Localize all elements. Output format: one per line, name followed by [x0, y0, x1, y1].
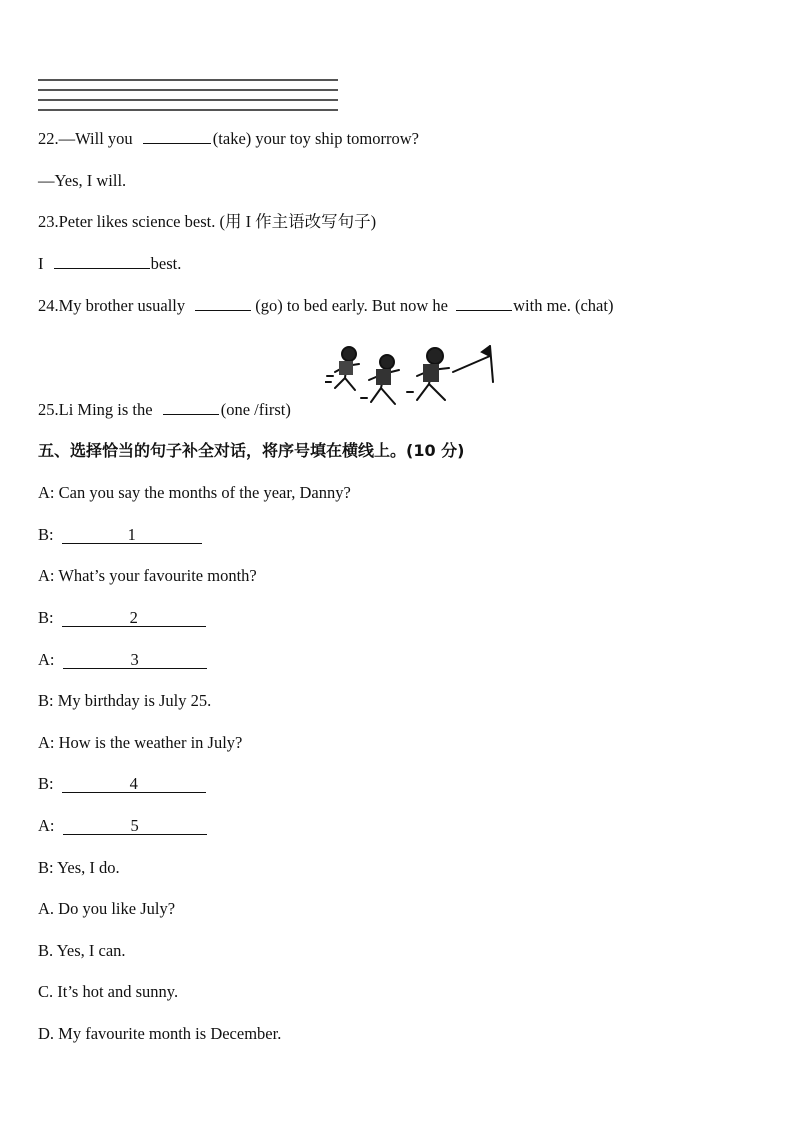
writing-lines: [38, 79, 338, 119]
speaker-label: A:: [38, 816, 55, 835]
writing-line: [38, 109, 338, 111]
dialogue-line: [38, 774, 206, 794]
question-25-end: (one /first): [220, 400, 291, 419]
answer-blank[interactable]: 5: [63, 818, 207, 835]
question-22-reply: —Yes, I will.: [38, 171, 127, 190]
option-b: B. Yes, I can.: [38, 941, 126, 960]
speaker-label: A:: [38, 650, 55, 669]
dialogue-line: [38, 566, 257, 586]
question-24: [38, 296, 613, 316]
answer-blank[interactable]: 2: [62, 610, 206, 627]
speaker-label: B:: [38, 691, 54, 710]
question-24-middle: (go) to bed early. But now he: [255, 296, 448, 315]
speaker-label: A:: [38, 733, 55, 752]
dialogue-text: My birthday is July 25.: [57, 691, 212, 710]
answer-blank[interactable]: [195, 296, 251, 311]
writing-line: [38, 89, 338, 91]
answer-blank[interactable]: 1: [62, 527, 202, 544]
speaker-label: A:: [38, 566, 55, 585]
option-c: C. It’s hot and sunny.: [38, 982, 179, 1001]
option-a: A. Do you like July?: [38, 899, 176, 918]
question-25-start: 25.Li Ming is the: [38, 400, 153, 419]
dialogue-line: [38, 858, 120, 878]
answer-blank[interactable]: 3: [63, 652, 207, 669]
answer-blank[interactable]: [143, 129, 211, 144]
question-22-end: (take) your toy ship tomorrow?: [212, 129, 419, 148]
answer-blank[interactable]: [163, 400, 219, 415]
dialogue-text: What’s your favourite month?: [58, 566, 257, 585]
question-22: [38, 129, 419, 149]
running-race-illustration: [325, 342, 505, 412]
speaker-label: A:: [38, 483, 55, 502]
dialogue-text: Yes, I do.: [57, 858, 120, 877]
answer-blank[interactable]: 4: [62, 776, 206, 793]
question-25: [38, 400, 291, 420]
section-5-heading: 五、选择恰当的句子补全对话，将序号填在横线上。(10 分): [38, 441, 465, 460]
question-23-subject: I: [38, 254, 44, 273]
speaker-label: B:: [38, 608, 54, 627]
writing-line: [38, 79, 338, 81]
dialogue-text: Can you say the months of the year, Danny?: [58, 483, 351, 502]
question-23-answer: [38, 254, 181, 274]
speaker-label: B:: [38, 525, 54, 544]
dialogue-line: [38, 733, 242, 753]
dialogue-line: [38, 525, 202, 545]
question-24-end: with me. (chat): [513, 296, 614, 315]
question-23-end: best.: [150, 254, 182, 273]
option-d: D. My favourite month is December.: [38, 1024, 282, 1043]
answer-blank[interactable]: [456, 296, 512, 311]
question-24-start: 24.My brother usually: [38, 296, 186, 315]
dialogue-line: [38, 816, 207, 836]
dialogue-line: [38, 650, 207, 670]
dialogue-line: [38, 691, 211, 711]
question-22-start: 22.—Will you: [38, 129, 133, 148]
dialogue-text: How is the weather in July?: [58, 733, 243, 752]
speaker-label: B:: [38, 858, 54, 877]
speaker-label: B:: [38, 774, 54, 793]
question-23: 23.Peter likes science best. (用 I 作主语改写句子): [38, 212, 377, 231]
dialogue-line: [38, 483, 351, 503]
writing-line: [38, 99, 338, 101]
answer-blank[interactable]: [54, 254, 150, 269]
dialogue-line: [38, 608, 206, 628]
